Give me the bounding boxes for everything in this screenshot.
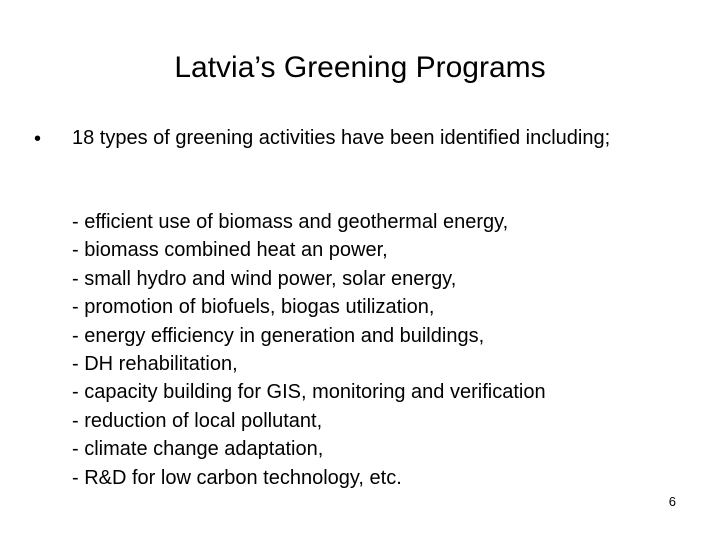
list-item: - R&D for low carbon technology, etc.: [72, 466, 402, 489]
list-item: - capacity building for GIS, monitoring and verification: [72, 381, 546, 404]
list-item: - energy efficiency in generation and buildings,: [72, 324, 485, 347]
main-bullet: [34, 126, 674, 152]
list-item: - biomass combined heat an power,: [72, 239, 388, 262]
list-item: - promotion of biofuels, biogas utilization,: [72, 296, 435, 319]
bullet-icon: •: [34, 128, 42, 150]
bullet-text: 18 types of greening activities have been identified including;: [72, 127, 611, 149]
list-item: - climate change adaptation,: [72, 438, 324, 461]
list-item: - DH rehabilitation,: [72, 353, 238, 376]
list-item: - small hydro and wind power, solar energy,: [72, 267, 457, 290]
bullet-row: [34, 126, 674, 152]
list-item: - reduction of local pollutant,: [72, 409, 323, 432]
activity-list: [72, 208, 692, 492]
list-item: - efficient use of biomass and geothermal energy,: [72, 211, 509, 233]
slide-title: Latvia’s Greening Programs: [174, 51, 546, 84]
page-number: 6: [668, 494, 676, 509]
